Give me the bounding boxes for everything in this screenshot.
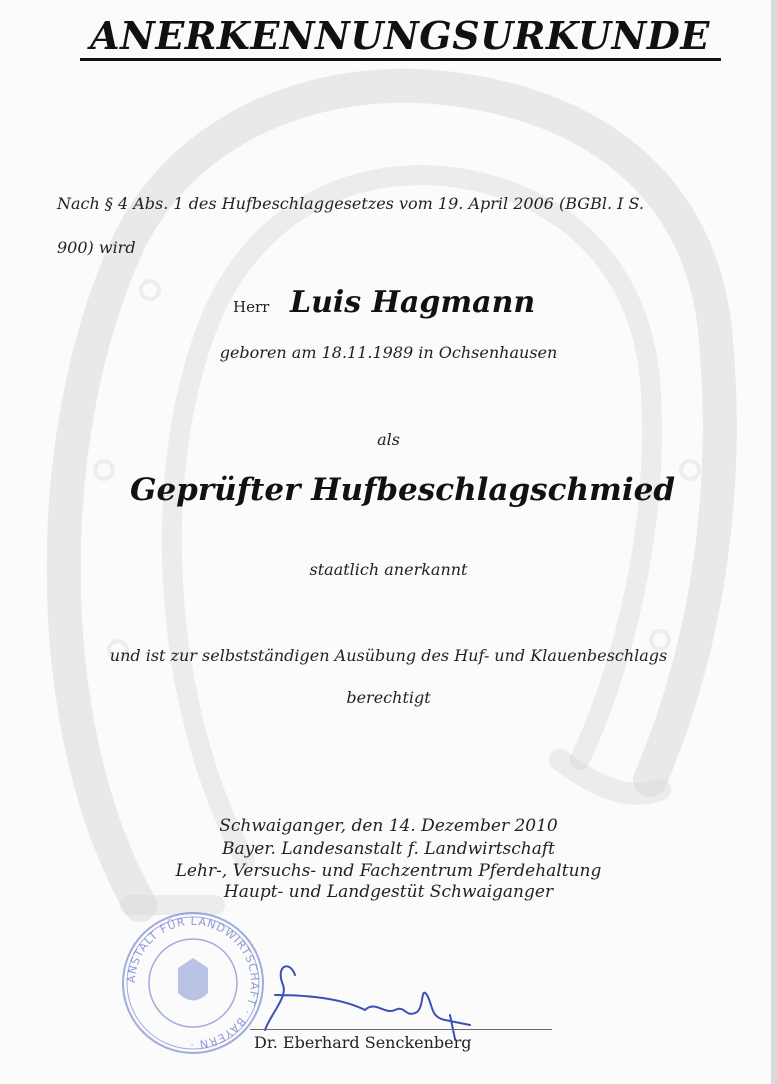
legal-basis-line-2: 900) wird <box>57 238 136 257</box>
birth-info: geboren am 18.11.1989 in Ochsenhausen <box>219 343 558 362</box>
issuer-line-3: Haupt- und Landgestüt Schwaiganger <box>223 882 554 902</box>
official-seal <box>118 908 268 1058</box>
recipient-name: Luis Hagmann <box>290 285 536 320</box>
signatory-name: Dr. Eberhard Senckenberg <box>254 1033 472 1052</box>
seal-text: ANSTALT FÜR LANDWIRTSCHAFT · BAYERN · <box>124 914 262 1052</box>
authorization-line-2: berechtigt <box>346 688 431 707</box>
signature-line <box>250 1029 552 1030</box>
as-word: als <box>377 430 400 449</box>
qualification-title: Geprüfter Hufbeschlagschmied <box>129 472 676 508</box>
authorization-line-1: und ist zur selbstständigen Ausübung des Huf- und Klauenbeschlags <box>109 646 668 665</box>
handwritten-signature <box>255 955 485 1040</box>
issuer-line-1: Bayer. Landesanstalt f. Landwirtschaft <box>222 839 555 859</box>
salutation: Herr <box>233 298 270 316</box>
certificate-title: ANERKENNUNGSURKUNDE <box>90 13 710 58</box>
recognition-text: staatlich anerkannt <box>309 560 468 579</box>
title-underline <box>80 58 721 61</box>
legal-basis-line-1: Nach § 4 Abs. 1 des Hufbeschlaggesetzes vom 19. April 2006 (BGBl. I S. <box>57 194 645 213</box>
issuer-line-2: Lehr-, Versuchs- und Fachzentrum Pferdehaltung <box>175 861 602 881</box>
page-edge <box>771 0 777 1084</box>
place-date: Schwaiganger, den 14. Dezember 2010 <box>219 816 558 836</box>
